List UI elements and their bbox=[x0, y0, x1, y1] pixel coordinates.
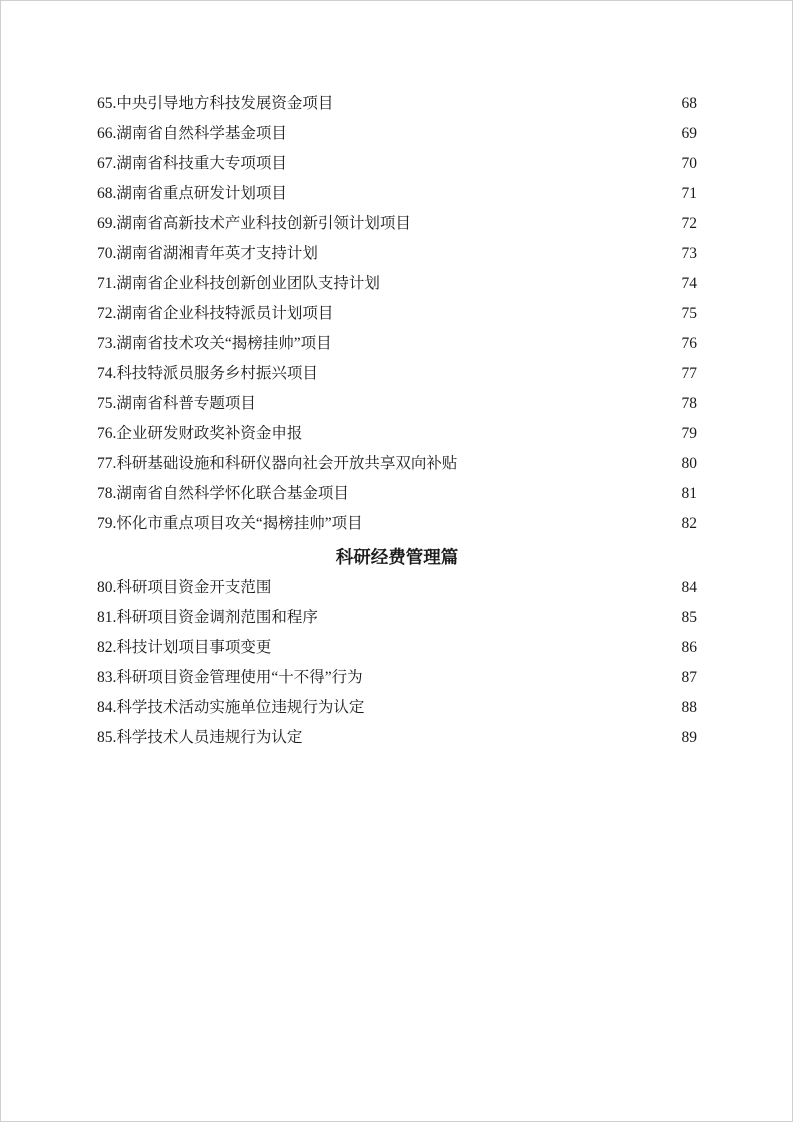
toc-leader-dots bbox=[290, 150, 673, 166]
toc-entry[interactable] bbox=[97, 509, 697, 539]
toc-entry-label: 81.科研项目资金调剂范围和程序 bbox=[97, 609, 318, 626]
toc-leader-dots bbox=[321, 604, 673, 620]
toc-leader-dots bbox=[274, 634, 673, 650]
toc-group-projects bbox=[97, 89, 697, 539]
toc-leader-dots bbox=[336, 90, 673, 106]
toc-entry-page: 79 bbox=[681, 425, 697, 442]
toc-entry-label: 77.科研基础设施和科研仪器向社会开放共享双向补贴 bbox=[97, 455, 458, 472]
toc-entry[interactable] bbox=[97, 239, 697, 269]
toc-entry-page: 89 bbox=[681, 729, 697, 746]
toc-leader-dots bbox=[414, 210, 673, 226]
toc-entry-label: 68.湖南省重点研发计划项目 bbox=[97, 185, 287, 202]
toc-entry-label: 75.湖南省科普专题项目 bbox=[97, 395, 256, 412]
toc-entry-page: 82 bbox=[681, 515, 697, 532]
toc-entry[interactable] bbox=[97, 329, 697, 359]
toc-entry-label: 71.湖南省企业科技创新创业团队支持计划 bbox=[97, 275, 380, 292]
toc-entry-page: 70 bbox=[681, 155, 697, 172]
toc-entry-label: 79.怀化市重点项目攻关“揭榜挂帅”项目 bbox=[97, 515, 363, 532]
table-of-contents bbox=[97, 89, 697, 753]
toc-entry[interactable] bbox=[97, 663, 697, 693]
toc-entry-label: 72.湖南省企业科技特派员计划项目 bbox=[97, 305, 334, 322]
toc-entry[interactable] bbox=[97, 419, 697, 449]
toc-leader-dots bbox=[290, 180, 673, 196]
toc-entry-label: 83.科研项目资金管理使用“十不得”行为 bbox=[97, 669, 363, 686]
toc-entry[interactable] bbox=[97, 449, 697, 479]
toc-leader-dots bbox=[290, 120, 673, 136]
toc-entry-page: 80 bbox=[681, 455, 697, 472]
toc-entry-label: 84.科学技术活动实施单位违规行为认定 bbox=[97, 699, 365, 716]
toc-entry[interactable] bbox=[97, 633, 697, 663]
toc-entry-page: 74 bbox=[681, 275, 697, 292]
toc-entry-page: 69 bbox=[681, 125, 697, 142]
toc-entry-page: 73 bbox=[681, 245, 697, 262]
toc-leader-dots bbox=[259, 390, 673, 406]
toc-leader-dots bbox=[336, 300, 673, 316]
toc-entry-label: 69.湖南省高新技术产业科技创新引领计划项目 bbox=[97, 215, 411, 232]
toc-entry-label: 74.科技特派员服务乡村振兴项目 bbox=[97, 365, 318, 382]
toc-leader-dots bbox=[305, 420, 673, 436]
section-heading: 科研经费管理篇 bbox=[335, 547, 459, 567]
toc-entry[interactable] bbox=[97, 603, 697, 633]
toc-leader-dots bbox=[367, 694, 673, 710]
toc-leader-dots bbox=[335, 330, 673, 346]
toc-entry-label: 70.湖南省湖湘青年英才支持计划 bbox=[97, 245, 318, 262]
toc-entry[interactable] bbox=[97, 119, 697, 149]
toc-entry-page: 87 bbox=[681, 669, 697, 686]
toc-entry[interactable] bbox=[97, 209, 697, 239]
toc-entry-page: 68 bbox=[681, 95, 697, 112]
toc-entry-page: 86 bbox=[681, 639, 697, 656]
toc-entry-label: 67.湖南省科技重大专项项目 bbox=[97, 155, 287, 172]
toc-entry-label: 76.企业研发财政奖补资金申报 bbox=[97, 425, 303, 442]
toc-entry[interactable] bbox=[97, 573, 697, 603]
toc-group-funding-management bbox=[97, 573, 697, 753]
toc-leader-dots bbox=[305, 724, 673, 740]
toc-leader-dots bbox=[274, 574, 673, 590]
toc-entry-page: 78 bbox=[681, 395, 697, 412]
toc-entry-page: 75 bbox=[681, 305, 697, 322]
toc-entry[interactable] bbox=[97, 479, 697, 509]
toc-entry[interactable] bbox=[97, 723, 697, 753]
toc-entry-label: 82.科技计划项目事项变更 bbox=[97, 639, 272, 656]
toc-leader-dots bbox=[366, 510, 673, 526]
toc-leader-dots bbox=[383, 270, 673, 286]
toc-entry[interactable] bbox=[97, 269, 697, 299]
toc-leader-dots bbox=[321, 360, 673, 376]
toc-entry-page: 85 bbox=[681, 609, 697, 626]
toc-entry-page: 72 bbox=[681, 215, 697, 232]
toc-entry-page: 76 bbox=[681, 335, 697, 352]
toc-leader-dots bbox=[321, 240, 673, 256]
toc-entry[interactable] bbox=[97, 149, 697, 179]
toc-entry[interactable] bbox=[97, 693, 697, 723]
toc-entry[interactable] bbox=[97, 89, 697, 119]
toc-entry[interactable] bbox=[97, 179, 697, 209]
toc-entry-label: 73.湖南省技术攻关“揭榜挂帅”项目 bbox=[97, 335, 332, 352]
toc-entry-page: 81 bbox=[681, 485, 697, 502]
toc-entry-label: 66.湖南省自然科学基金项目 bbox=[97, 125, 287, 142]
toc-leader-dots bbox=[366, 664, 673, 680]
toc-entry-label: 78.湖南省自然科学怀化联合基金项目 bbox=[97, 485, 349, 502]
toc-entry-page: 88 bbox=[681, 699, 697, 716]
toc-entry[interactable] bbox=[97, 299, 697, 329]
toc-entry-page: 84 bbox=[681, 579, 697, 596]
toc-entry-page: 77 bbox=[681, 365, 697, 382]
toc-entry-label: 80.科研项目资金开支范围 bbox=[97, 579, 272, 596]
toc-entry-page: 71 bbox=[681, 185, 697, 202]
toc-leader-dots bbox=[460, 450, 673, 466]
toc-leader-dots bbox=[352, 480, 673, 496]
toc-entry-label: 85.科学技术人员违规行为认定 bbox=[97, 729, 303, 746]
toc-entry[interactable] bbox=[97, 389, 697, 419]
toc-entry[interactable] bbox=[97, 359, 697, 389]
toc-entry-label: 65.中央引导地方科技发展资金项目 bbox=[97, 95, 334, 112]
